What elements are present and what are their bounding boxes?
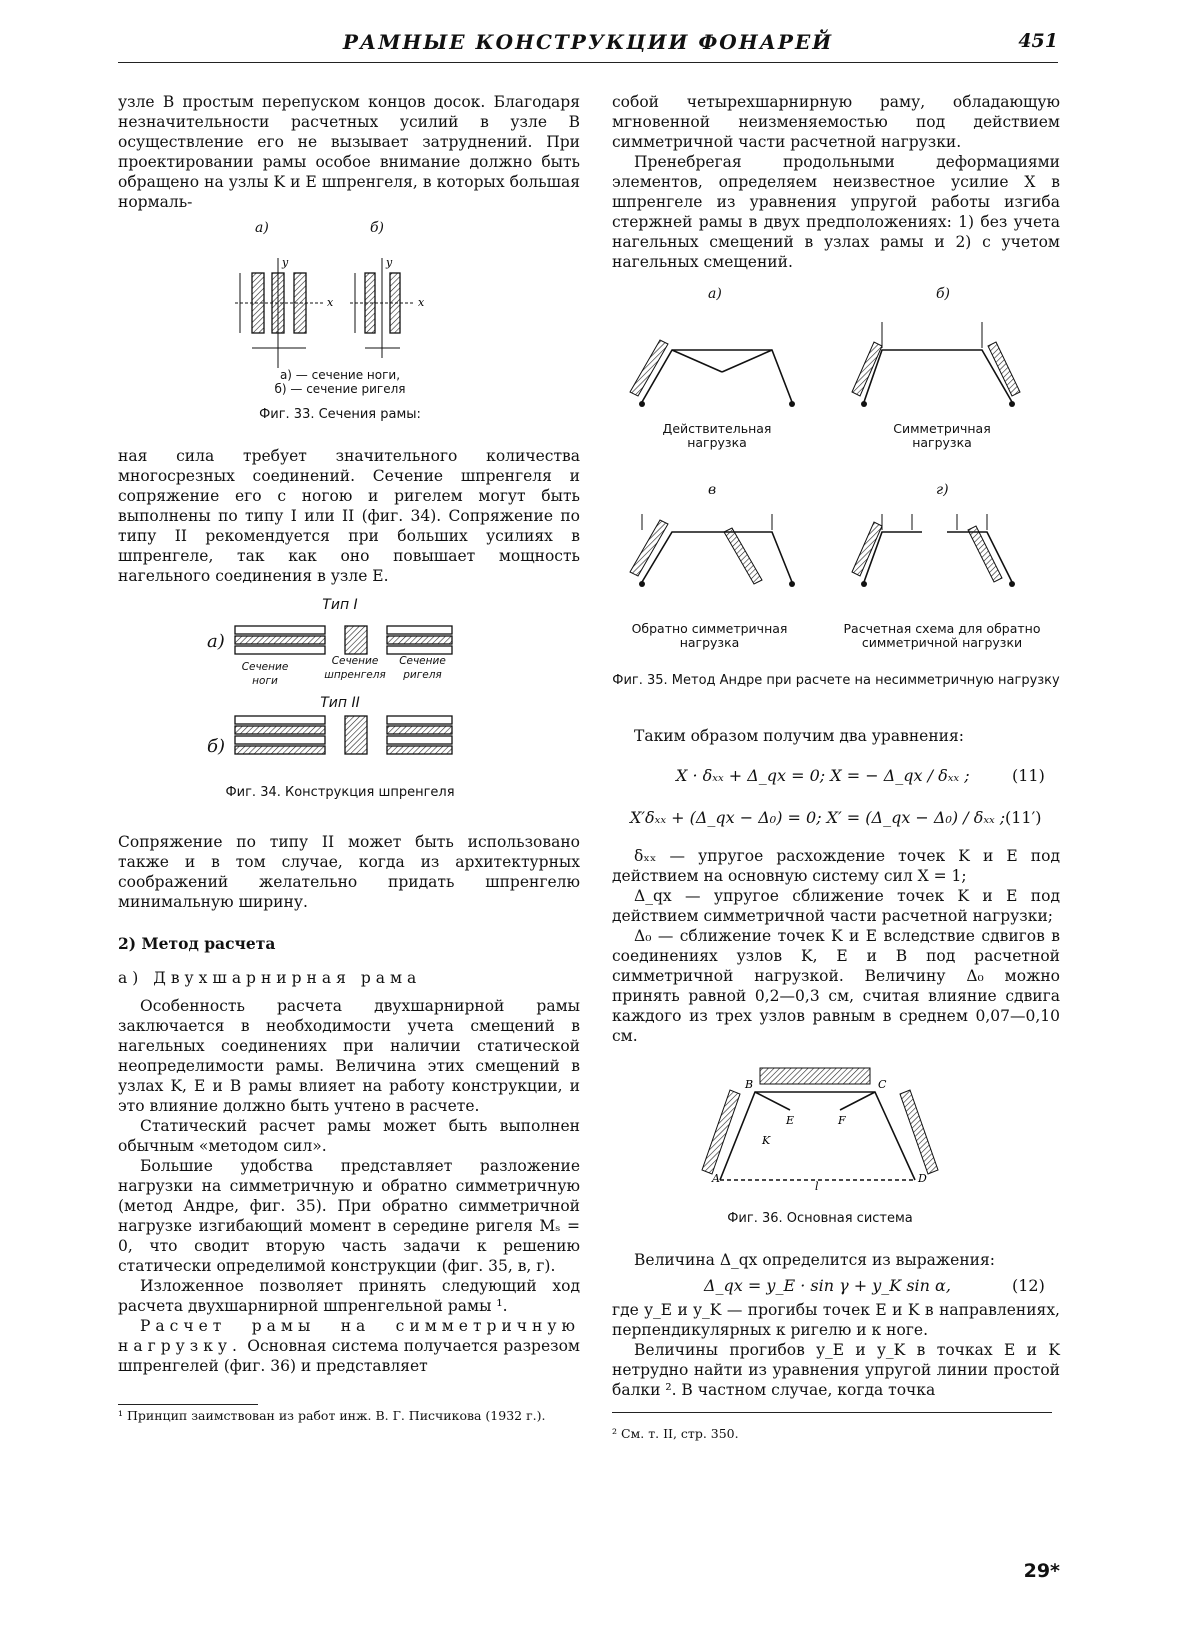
figure-35	[612, 282, 1060, 702]
fig35-label-g: г)	[936, 482, 949, 498]
definition-delta-qx: Δ_qx — упругое сближение точек K и E под действием симметричной части расчетной нагрузки;	[612, 887, 1060, 925]
page-number: 451	[1018, 30, 1058, 52]
right-paragraph-4: Величина Δ_qx определится из выражения:	[634, 1251, 995, 1269]
left-paragraph-1: узле B простым перепуском концов досок. Благодаря незначительности расчетных усилий в узле B осуществление его не вызывает затруднений. При проектировании рамы особое внимание должно быть обращено на узлы K и E шпренгеля, в которых большая нормаль-	[118, 93, 580, 211]
fig35-sub-a: Действительная нагрузка	[662, 421, 772, 450]
left-paragraph-8: Основная система получается разрезом шпренгелей (фиг. 36) и представляет	[118, 1337, 580, 1375]
svg-text:B: B	[745, 1078, 754, 1091]
fig34-sec-leg: Сечение ноги	[241, 661, 289, 687]
fig35-label-v: в	[708, 482, 717, 498]
definition-delta-xx: δₓₓ — упругое расхождение точек K и E под действием на основную систему сил X = 1;	[612, 847, 1060, 885]
section-heading: 2) Метод расчета	[118, 934, 276, 953]
fig35-sub-b: Симметричная нагрузка	[893, 421, 991, 450]
fig35-sub-g: Расчетная схема для обратно симметричной нагрузки	[843, 621, 1041, 650]
left-paragraph-2: ная сила требует значительного количества многосрезных соединений. Сечение шпренгеля и сопряжение его с ногою и ригелем могут быть выполнены по типу I или II (фиг. 34). Сопряжение по типу II рекомендуется при больших усилиях в шпренгеле, так как оно повышает мощность нагельного соединения в узле E.	[118, 447, 580, 585]
svg-text:y: y	[282, 256, 289, 269]
right-paragraph-6: Величины прогибов y_E и y_K в точках E и K нетрудно найти из уравнения упругой линии простой балки ². В частном случае, когда точка	[612, 1341, 1060, 1399]
svg-text:y: y	[386, 256, 393, 269]
left-footnote-rule	[118, 1404, 258, 1405]
svg-text:C: C	[878, 1078, 887, 1091]
fig35-label-b: б)	[936, 286, 951, 302]
right-column-bottom	[612, 1300, 1060, 1400]
figure-33	[230, 218, 450, 428]
right-paragraph-3: Таким образом получим два уравнения:	[634, 727, 964, 745]
left-column-top	[118, 92, 580, 211]
left-footnote: ¹ Принцип заимствован из работ инж. В. Г. Писчикова (1932 г.).	[118, 1408, 546, 1423]
left-paragraph-6: Большие удобства представляет разложение нагрузки на симметричную и обратно симметричную (метод Андре, фиг. 35). При обратно симметричной нагрузке изгибающий момент в середине ригеля Mₛ = 0, что сводит вторую часть задачи к решению статически определимой конструкции (фиг. 35, в, г).	[118, 1157, 580, 1275]
fig36-drawing	[690, 1050, 950, 1210]
fig35-sub-v: Обратно симметричная нагрузка	[631, 621, 788, 650]
right-p4	[612, 1250, 1060, 1274]
right-footnote-rule	[612, 1412, 1052, 1413]
fig33-caption: Фиг. 33. Сечения рамы:	[259, 407, 421, 422]
fig33-legend-a: а) — сечение ноги,	[279, 368, 401, 382]
header-rule	[118, 62, 1058, 63]
svg-text:x: x	[327, 296, 334, 309]
fig34-sec-spr: Сечение шпренгеля	[324, 655, 386, 681]
fig33-drawing	[230, 248, 450, 388]
right-paragraph-1: собой четырехшарнирную раму, обладающую мгновенной неизменяемостью под действием симметричной части расчетной нагрузки.	[612, 93, 1060, 151]
fig33-label-b: б)	[370, 220, 385, 236]
equation-11-prime: X′δₓₓ + (Δ_qx − Δ₀) = 0; X′ = (Δ_qx − Δ₀) / δₓₓ ;	[630, 808, 1006, 827]
signature-mark: 29*	[1023, 1560, 1060, 1582]
svg-text:F: F	[838, 1114, 846, 1127]
svg-text:D: D	[918, 1172, 927, 1185]
fig35-label-a: а)	[708, 286, 722, 302]
equation-11: X · δₓₓ + Δ_qx = 0; X = − Δ_qx / δₓₓ ;	[676, 766, 970, 785]
fig34-label-b: б)	[207, 736, 226, 757]
right-column-top	[612, 92, 1060, 271]
left-paragraph-5: Статический расчет рамы может быть выполнен обычным «методом сил».	[118, 1117, 580, 1155]
right-p3	[612, 726, 1060, 750]
right-paragraph-2: Пренебрегая продольными деформациями элементов, определяем неизвестное усилие X в шпренгеле из уравнения упругой работы изгиба стержней рамы в двух предположениях: 1) без учета нагельных смещений в узлах рамы и 2) с учетом нагельных смещений.	[612, 153, 1060, 271]
fig36-caption: Фиг. 36. Основная система	[727, 1211, 913, 1226]
definition-delta-0: Δ₀ — сближение точек K и E вследствие сдвигов в соединениях узлов K, E и B под расчетной симметричной нагрузкой. Величину Δ₀ можно принять равной 0,2—0,3 см, считая влияние сдвига каждого из трех узлов равным в среднем 0,07—0,10 см.	[612, 927, 1060, 1045]
fig34-caption: Фиг. 34. Конструкция шпренгеля	[225, 785, 455, 800]
page-header	[118, 30, 1058, 58]
equation-11-number: (11)	[1012, 766, 1045, 785]
left-column-p3	[118, 832, 580, 922]
left-paragraph-4: Особенность расчета двухшарнирной рамы заключается в необходимости учета смещений в нагельных соединениях при наличии статической неопределимости рамы. Величина этих смещений в узлах K, E и B рамы влияет на работу конструкции, и это влияние должно быть учтено в расчете.	[118, 997, 580, 1115]
svg-text:A: A	[712, 1172, 720, 1185]
fig34-type1: Тип I	[322, 597, 358, 613]
fig33-label-a: а)	[255, 220, 269, 236]
fig34-label-a: а)	[207, 631, 225, 652]
svg-text:E: E	[786, 1114, 795, 1127]
svg-text:l: l	[815, 1180, 819, 1193]
left-paragraph-8-title: Расчет рамы на симметричную нагрузку.	[118, 1317, 580, 1355]
fig35-caption: Фиг. 35. Метод Андре при расчете на несимметричную нагрузку	[612, 673, 1060, 688]
fig34-drawing	[205, 616, 475, 806]
fig34-type2: Тип II	[320, 695, 360, 711]
left-paragraph-3: Сопряжение по типу II может быть использовано также и в том случае, когда из архитектурных соображений желательно придать шпренгелю минимальную ширину.	[118, 833, 580, 911]
svg-text:K: K	[762, 1134, 771, 1147]
subsection-heading: а) Двухшарнирная рама	[118, 969, 422, 987]
right-footnote: ² См. т. II, стр. 350.	[612, 1426, 739, 1441]
equation-12: Δ_qx = y_E · sin γ + y_K sin α,	[704, 1276, 951, 1295]
right-definitions	[612, 846, 1060, 1046]
equation-11-prime-number: (11′)	[1005, 808, 1042, 827]
equation-12-number: (12)	[1012, 1276, 1045, 1295]
running-title: РАМНЫЕ КОНСТРУКЦИИ ФОНАРЕЙ	[342, 30, 834, 54]
svg-text:x: x	[418, 296, 425, 309]
left-paragraph-7: Изложенное позволяет принять следующий ход расчета двухшарнирной шпренгельной рамы ¹.	[118, 1277, 580, 1315]
left-column-mid	[118, 446, 580, 586]
fig33-legend-b: б) — сечение ригеля	[274, 382, 406, 396]
fig34-sec-rig: Сечение ригеля	[399, 655, 446, 681]
right-paragraph-5: где y_E и y_K — прогибы точек E и K в направлениях, перпендикулярных к ригелю и к ноге.	[612, 1301, 1060, 1339]
figure-36	[690, 1050, 950, 1230]
left-column-bottom	[118, 996, 580, 1396]
figure-34	[205, 596, 475, 826]
